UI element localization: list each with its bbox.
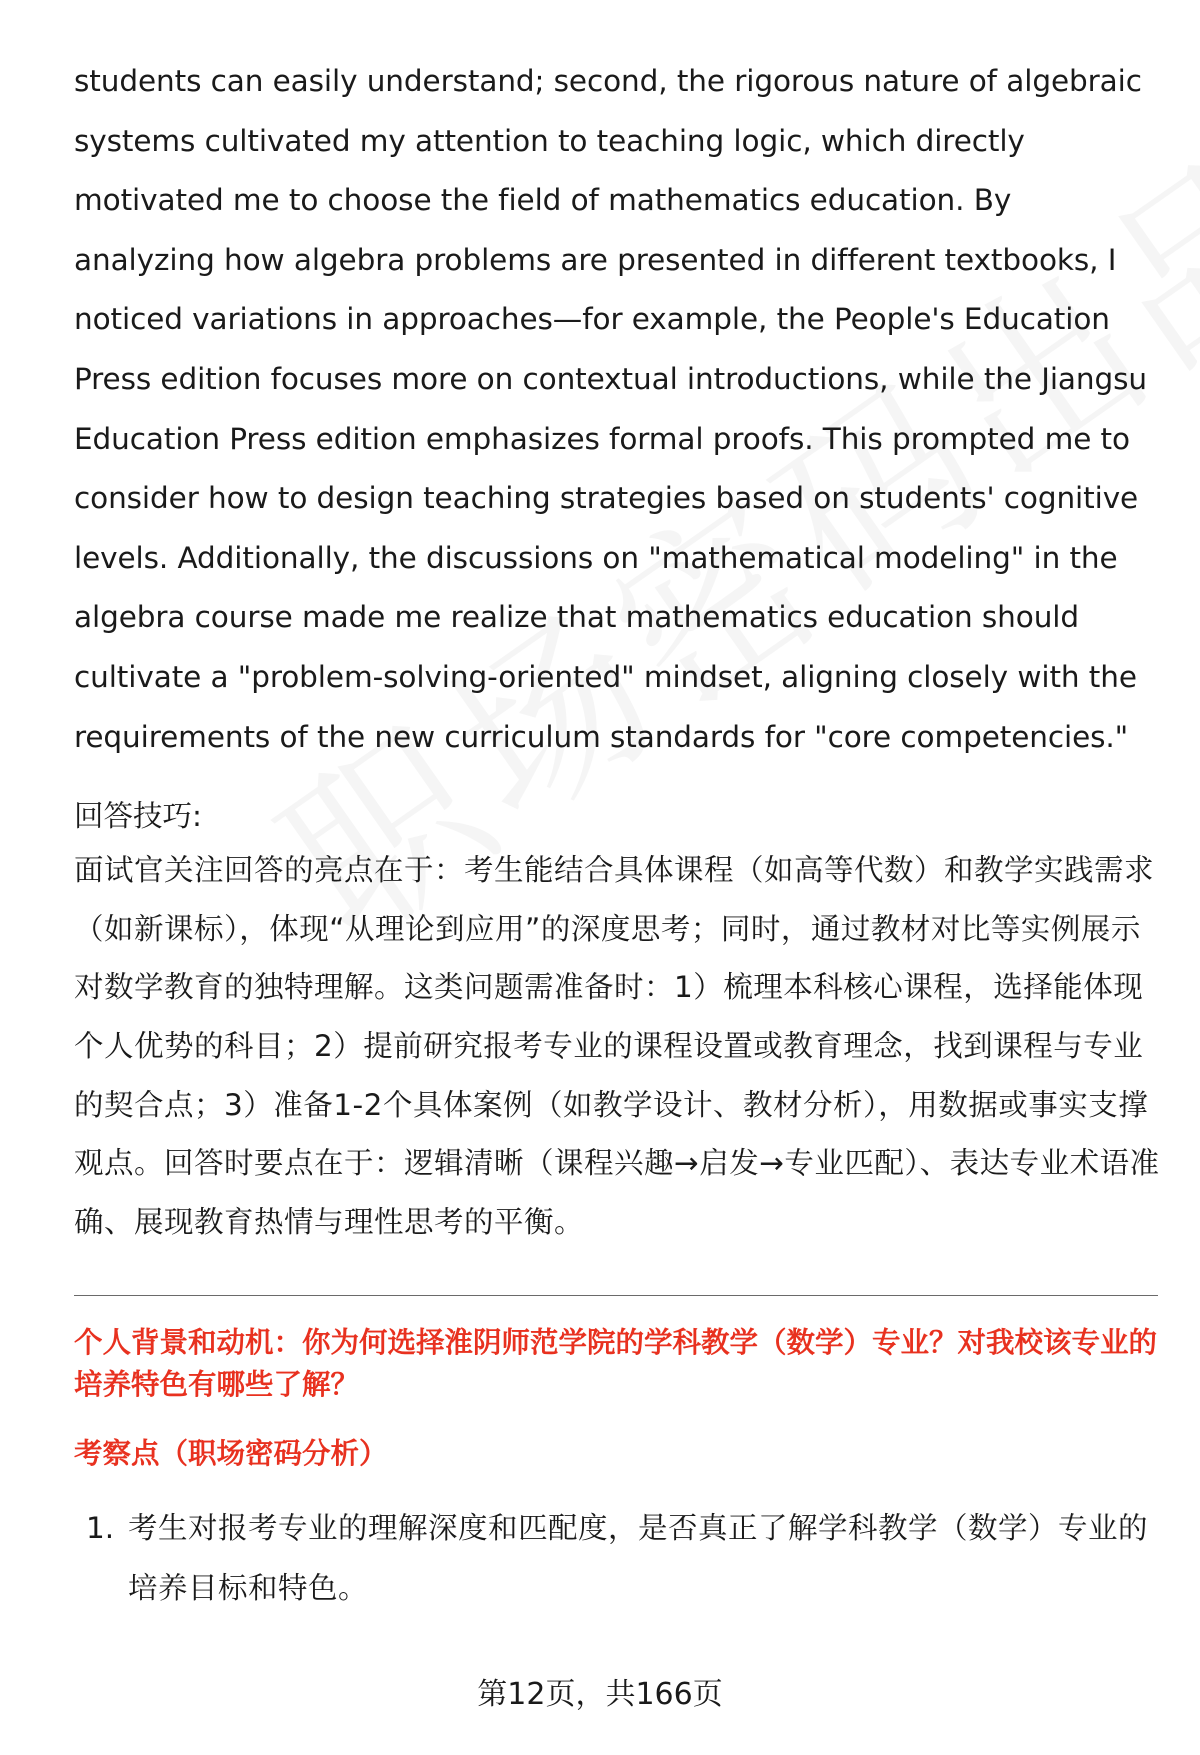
page-content: [74, 52, 1160, 1618]
list-item-text: 考生对报考专业的理解深度和匹配度，是否真正了解学科教学（数学）专业的培养目标和特色。: [128, 1511, 1149, 1606]
list-item-number: 1.: [86, 1511, 115, 1546]
english-answer-paragraph: students can easily understand; second, the rigorous nature of algebraic systems cultivated my attention to teaching logic, which directly motivated me to choose the field of mathematics education. By analyzing how algebra problems are presented in different textbooks, I noticed variations in approaches—for example, the People's Education Press edition focuses more on contextual introductions, while the Jiangsu Education Press edition emphasizes formal proofs. This prompted me to consider how to design teaching strategies based on students' cognitive levels. Additionally, the discussions on "mathematical modeling" in the algebra course made me realize that mathematics education should cultivate a "problem-solving-oriented" mindset, aligning closely with the requirements of the new curriculum standards for "core competencies.": [74, 64, 1147, 754]
question-title: 个人背景和动机：你为何选择淮阴师范学院的学科教学（数学）专业？对我校该专业的培养特色有哪些了解？: [74, 1326, 1158, 1402]
tips-label: 回答技巧:: [74, 799, 202, 834]
section-divider: [74, 1295, 1158, 1296]
assessment-points-list: [74, 1498, 1160, 1618]
assessment-points-heading: 考察点（职场密码分析）: [74, 1437, 388, 1471]
list-item: [74, 1498, 1160, 1618]
page-indicator: 第12页，共166页: [477, 1677, 723, 1712]
tips-paragraph: 面试官关注回答的亮点在于：考生能结合具体课程（如高等代数）和教学实践需求（如新课标），体现“从理论到应用”的深度思考；同时，通过教材对比等实例展示对数学教育的独特理解。这类问题需准备时：1）梳理本科核心课程，选择能体现个人优势的科目；2）提前研究报考专业的课程设置或教育理念，找到课程与专业的契合点；3）准备1-2个具体案例（如教学设计、教材分析），用数据或事实支撑观点。回答时要点在于：逻辑清晰（课程兴趣→启发→专业匹配）、表达专业术语准确、展现教育热情与理性思考的平衡。: [74, 853, 1160, 1239]
